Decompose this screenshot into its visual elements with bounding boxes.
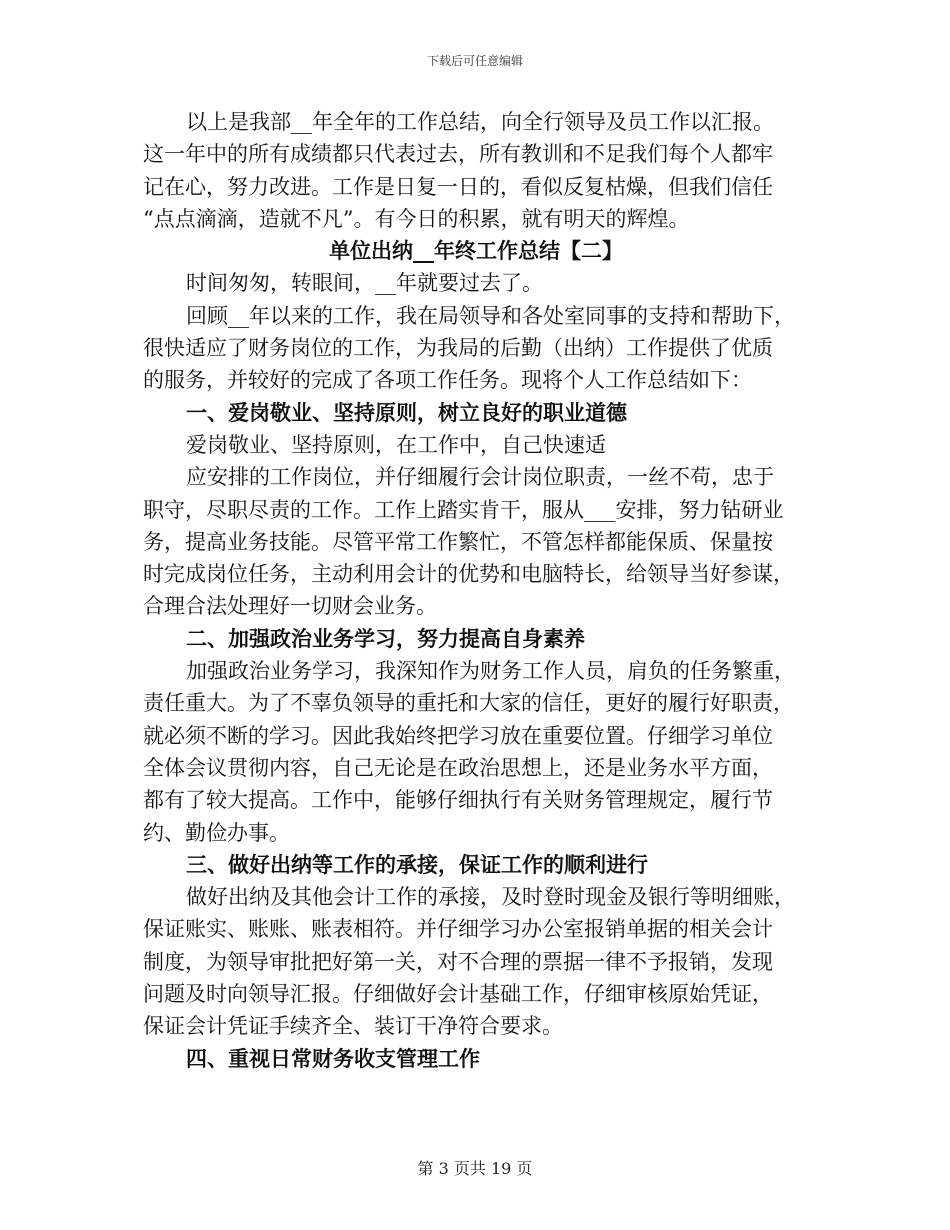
paragraph-line: “点点滴滴，造就不凡”。有今日的积累，就有明天的辉煌。 bbox=[143, 206, 690, 231]
subsection-heading: 二、加强政治业务学习，努力提高自身素养 bbox=[186, 625, 585, 651]
paragraph-line: 记在心，努力改进。工作是日复一日的，看似反复枯燥，但我们信任 bbox=[143, 174, 773, 199]
paragraph-line: 制度，为领导审批把好第一关，对不合理的票据一律不予报销，发现 bbox=[143, 949, 773, 974]
paragraph-line: 时间匆匆，转眼间，__年就要过去了。 bbox=[186, 271, 543, 296]
paragraph-line: 很快适应了财务岗位的工作，为我局的后勤（出纳）工作提供了优质 bbox=[143, 336, 773, 361]
paragraph-line: 合理合法处理好一切财会业务。 bbox=[143, 594, 437, 619]
paragraph-line: 责任重大。为了不辜负领导的重托和大家的信任，更好的履行好职责， bbox=[143, 691, 794, 716]
subsection-heading: 三、做好出纳等工作的承接，保证工作的顺利进行 bbox=[186, 851, 648, 877]
paragraph-line: 加强政治业务学习，我深知作为财务工作人员，肩负的任务繁重， bbox=[186, 659, 795, 684]
document-body bbox=[143, 106, 809, 1075]
paragraph-line: 职守，尽职尽责的工作。工作上踏实肯干，服从___安排，努力钻研业 bbox=[143, 497, 784, 522]
paragraph-line: 时完成岗位任务，主动利用会计的优势和电脑特长，给领导当好参谋， bbox=[143, 562, 794, 587]
paragraph-line: 都有了较大提高。工作中，能够仔细执行有关财务管理规定，履行节 bbox=[143, 788, 773, 813]
paragraph-line: 爱岗敬业、坚持原则，在工作中，自己快速适 bbox=[186, 432, 606, 457]
paragraph-line: 以上是我部__年全年的工作总结，向全行领导及员工作以汇报。 bbox=[186, 110, 774, 134]
paragraph-line: 应安排的工作岗位，并仔细履行会计岗位职责，一丝不苟，忠于 bbox=[186, 465, 774, 490]
paragraph-line: 务，提高业务技能。尽管平常工作繁忙，不管怎样都能保质、保量按 bbox=[143, 529, 773, 554]
subsection-heading: 四、重视日常财务收支管理工作 bbox=[186, 1045, 480, 1071]
paragraph-line: 约、勤俭办事。 bbox=[143, 820, 290, 845]
page-number-footer: 第 3 页共 19 页 bbox=[417, 1159, 533, 1178]
subsection-heading: 一、爱岗敬业、坚持原则，树立良好的职业道德 bbox=[186, 399, 627, 425]
page-header-note: 下载后可任意编辑 bbox=[426, 54, 523, 68]
paragraph-line: 问题及时向领导汇报。仔细做好会计基础工作，仔细审核原始凭证， bbox=[143, 982, 773, 1007]
paragraph-line: 这一年中的所有成绩都只代表过去，所有教训和不足我们每个人都牢 bbox=[143, 142, 773, 167]
paragraph-line: 保证会计凭证手续齐全、装订干净符合要求。 bbox=[143, 1014, 563, 1039]
paragraph-line: 保证账实、账账、账表相符。并仔细学习办公室报销单据的相关会计 bbox=[143, 917, 773, 942]
paragraph-line: 做好出纳及其他会计工作的承接，及时登时现金及银行等明细账， bbox=[186, 885, 795, 910]
paragraph-line: 全体会议贯彻内容，自己无论是在政治思想上，还是业务水平方面， bbox=[143, 755, 773, 780]
paragraph-line: 就必须不断的学习。因此我始终把学习放在重要位置。仔细学习单位 bbox=[143, 723, 773, 748]
paragraph-line: 回顾__年以来的工作，我在局领导和各处室同事的支持和帮助下， bbox=[186, 303, 795, 328]
section-title: 单位出纳__年终工作总结【二】 bbox=[329, 238, 623, 264]
paragraph-line: 的服务，并较好的完成了各项工作任务。现将个人工作总结如下： bbox=[143, 368, 752, 393]
